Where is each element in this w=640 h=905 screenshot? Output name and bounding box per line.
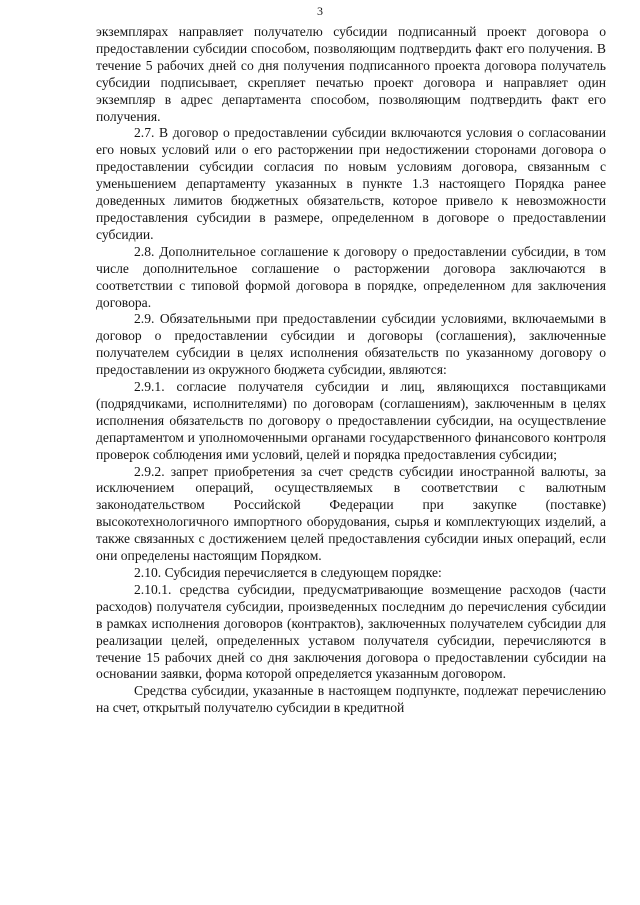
paragraph-2-9-1: 2.9.1. согласие получателя субсидии и лиц, являющихся поставщиками (подрядчиками, исполнителями) по договорам (соглашениям), заключенным в целях исполнения обязательств по договору о предоставлении субсидии, на осуществление департаментом и уполномоченными органами государственного финансового контроля проверок соблюдения ими условий, целей и порядка предоставления субсидии; bbox=[96, 379, 606, 462]
paragraph-2-7: 2.7. В договор о предоставлении субсидии включаются условия о согласовании его новых условий или о его расторжении при недостижении сторонами договора о предоставлении субсидии согласия по новым условиям договора, связанным с уменьшением департаменту указанных в пункте 1.3 настоящего Порядка ранее доведенных лимитов бюджетных обязательств, которое привело к невозможности предоставления субсидии в размере, определенном в договоре о предоставлении субсидии. bbox=[96, 125, 606, 242]
document-body bbox=[96, 24, 606, 717]
page-number: 3 bbox=[317, 4, 323, 18]
paragraph-funds: Средства субсидии, указанные в настоящем подпункте, подлежат перечислению на счет, открытый получателю субсидии в кредитной bbox=[96, 683, 606, 716]
paragraph-2-8: 2.8. Дополнительное соглашение к договору о предоставлении субсидии, в том числе дополнительное соглашение о расторжении договора заключаются в соответствии с типовой формой договора в порядке, определенном для заключения договора. bbox=[96, 243, 606, 310]
paragraph-2-9-2: 2.9.2. запрет приобретения за счет средств субсидии иностранной валюты, за исключением операций, осуществляемых в соответствии с валютным законодательством Российской Федерации при закупке (поставке) высокотехнологичного импортного оборудования, сырья и комплектующих изделий, а также связанных с достижением целей предоставления субсидии иных операций, если они определены настоящим Порядком. bbox=[96, 463, 606, 564]
paragraph-2-10-1: 2.10.1. средства субсидии, предусматривающие возмещение расходов (части расходов) получателя субсидии, произведенных последним до перечисления субсидии в рамках исполнения договоров (контрактов), заключенных получателем субсидии для реализации целей, определенных уставом получателя субсидии, перечисляются в течение 15 рабочих дней со дня заключения договора о предоставлении субсидии на основании заявки, форма которой определяется указанным договором. bbox=[96, 581, 606, 682]
paragraph-continuation: экземплярах направляет получателю субсидии подписанный проект договора о предоставлении субсидии способом, позволяющим подтвердить факт его получения. В течение 5 рабочих дней со дня получения подписанного проекта договора получатель субсидии подписывает, скрепляет печатью проект договора и направляет один экземпляр в адрес департамента способом, позволяющим подтвердить факт его получения. bbox=[96, 24, 606, 124]
paragraph-2-9: 2.9. Обязательными при предоставлении субсидии условиями, включаемыми в договор о предоставлении субсидии и договоры (соглашения), заключенные получателем субсидии в целях исполнения обязательств по указанному договору о предоставлении из окружного бюджета субсидии, являются: bbox=[96, 311, 606, 378]
paragraph-2-10: 2.10. Субсидия перечисляется в следующем порядке: bbox=[134, 565, 442, 580]
